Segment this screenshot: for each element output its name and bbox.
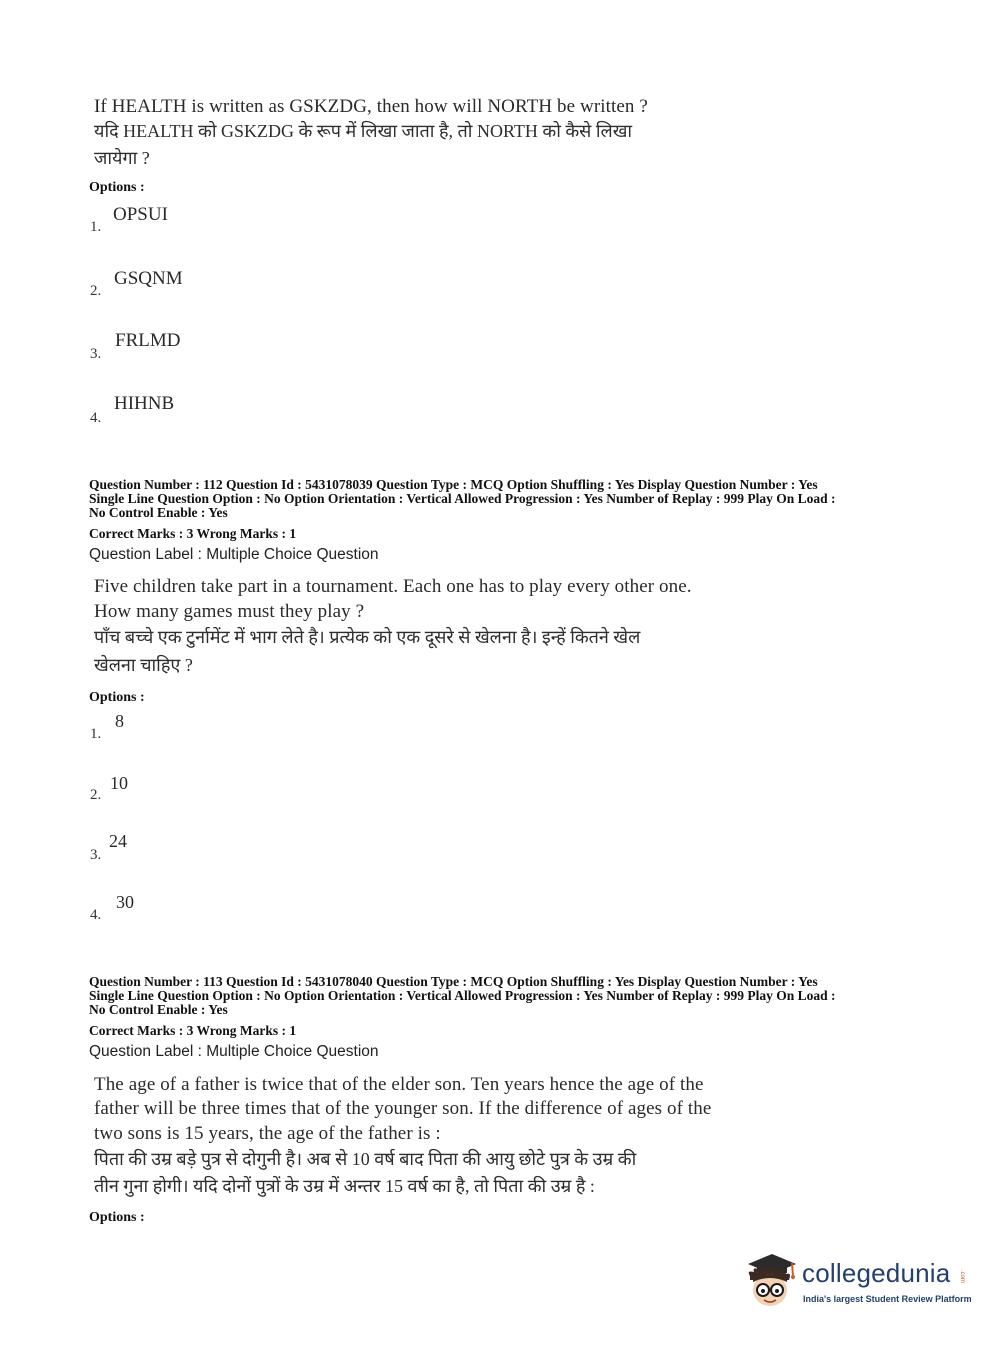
- q3-meta-line1: Question Number : 113 Question Id : 5431078040 Question Type : MCQ Option Shuffling : Yes Display Question Number : Yes: [89, 974, 818, 989]
- logo-tagline: India's largest Student Review Platform: [803, 1294, 972, 1304]
- q1-option-3-number: 3.: [90, 346, 102, 362]
- q1-option-1-number: 1.: [90, 219, 102, 235]
- q3-question-label: Question Label : Multiple Choice Question: [89, 1043, 379, 1060]
- q3-meta-line3: No Control Enable : Yes: [89, 1002, 228, 1017]
- logo-com: .com: [959, 1270, 965, 1284]
- q2-option-1-text[interactable]: 8: [115, 711, 124, 731]
- q1-option-4-number: 4.: [90, 410, 102, 426]
- q2-option-3-number: 3.: [90, 847, 102, 863]
- q1-text-hi-line1: यदि HEALTH को GSKZDG के रूप में लिखा जाता है, तो NORTH को कैसे लिखा: [94, 121, 633, 141]
- q3-text-hi-line2: तीन गुना होगी। यदि दोनों पुत्रों के उम्र में अन्तर 15 वर्ष का है, तो पिता की उम्र है :: [94, 1176, 595, 1196]
- q2-option-4-number: 4.: [90, 907, 102, 923]
- q3-marks: Correct Marks : 3 Wrong Marks : 1: [89, 1023, 297, 1038]
- q2-options-label: Options :: [89, 690, 145, 705]
- q2-option-2-number: 2.: [90, 787, 102, 803]
- q1-options-label: Options :: [89, 180, 145, 195]
- q2-meta-line2: Single Line Question Option : No Option Orientation : Vertical Allowed Progression : Yes Number of Replay : 999 Play On Load :: [89, 491, 836, 506]
- q3-text-en-line3: two sons is 15 years, the age of the father is :: [94, 1123, 441, 1144]
- q3-options-label: Options :: [89, 1210, 145, 1225]
- q1-option-1-text[interactable]: OPSUI: [113, 204, 168, 225]
- q2-text-hi-line1: पाँच बच्चे एक टुर्नामेंट में भाग लेते है। प्रत्येक को एक दूसरे से खेलना है। इन्हें कितने खेल: [94, 627, 641, 647]
- q2-text-hi-line2: खेलना चाहिए ?: [94, 655, 193, 675]
- q2-option-4-text[interactable]: 30: [116, 892, 134, 912]
- q2-text-en-line2: How many games must they play ?: [94, 601, 365, 622]
- collegedunia-logo[interactable]: [740, 1248, 970, 1318]
- q1-option-2-text[interactable]: GSQNM: [114, 268, 183, 289]
- q2-meta-line3: No Control Enable : Yes: [89, 505, 228, 520]
- q2-option-1-number: 1.: [90, 726, 102, 742]
- q3-text-hi-line1: पिता की उम्र बड़े पुत्र से दोगुनी है। अब से 10 वर्ष बाद पिता की आयु छोटे पुत्र के उम्र की: [94, 1149, 637, 1169]
- q3-text-en-line1: The age of a father is twice that of the elder son. Ten years hence the age of the: [94, 1074, 704, 1095]
- q3-meta-line2: Single Line Question Option : No Option Orientation : Vertical Allowed Progression : Yes Number of Replay : 999 Play On Load :: [89, 988, 836, 1003]
- q1-option-4-text[interactable]: HIHNB: [114, 393, 175, 414]
- logo-name: collegedunia: [802, 1258, 951, 1288]
- q1-option-2-number: 2.: [90, 283, 102, 299]
- q2-meta-line1: Question Number : 112 Question Id : 5431078039 Question Type : MCQ Option Shuffling : Yes Display Question Number : Yes: [89, 477, 818, 492]
- q1-text-hi-line2: जायेगा ?: [94, 148, 150, 168]
- q1-text-en: If HEALTH is written as GSKZDG, then how will NORTH be written ?: [94, 96, 648, 117]
- q1-option-3-text[interactable]: FRLMD: [115, 330, 181, 351]
- q3-text-en-line2: father will be three times that of the younger son. If the difference of ages of the: [94, 1098, 712, 1119]
- mascot-icon: [740, 1250, 800, 1312]
- q2-text-en-line1: Five children take part in a tournament. Each one has to play every other one.: [94, 576, 692, 597]
- q2-option-2-text[interactable]: 10: [110, 773, 128, 793]
- q2-question-label: Question Label : Multiple Choice Question: [89, 546, 379, 563]
- q2-marks: Correct Marks : 3 Wrong Marks : 1: [89, 526, 297, 541]
- q2-option-3-text[interactable]: 24: [109, 831, 127, 851]
